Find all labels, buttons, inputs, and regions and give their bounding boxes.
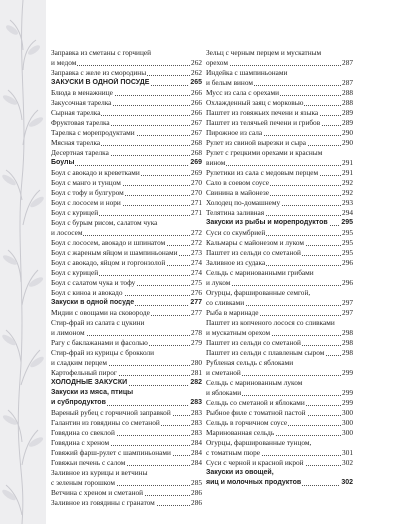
toc-entry: [51, 468, 202, 478]
toc-entry: [51, 478, 202, 488]
toc-entry: [206, 238, 353, 248]
toc-entry: [206, 368, 353, 378]
toc-entry: [206, 358, 353, 368]
toc-entry-title: Сельдь с маринованным луком: [206, 378, 303, 387]
toc-entry-page-number: 276: [191, 288, 202, 297]
toc-entry-page-number: 271: [191, 198, 202, 207]
toc-entry-title: Паштет из сельди с плавленым сыром: [206, 348, 325, 357]
toc-entry-title: Сельдь в горчичном соусе: [206, 418, 288, 427]
toc-entry: [51, 248, 202, 258]
toc-entry: [206, 438, 353, 448]
toc-entry-title: Мусс из сала с орехами: [206, 88, 280, 97]
toc-entry-page-number: 291: [342, 168, 353, 177]
toc-entry-page-number: 279: [191, 338, 202, 347]
toc-entry: [51, 238, 202, 248]
toc-entry: [206, 68, 353, 78]
toc-right-column: [206, 48, 353, 488]
toc-entry-page-number: 289: [342, 118, 353, 127]
toc-entry-page-number: 288: [342, 88, 353, 97]
toc-entry-title: Боул с авокадо и креветками: [51, 168, 140, 177]
toc-entry-page-number: 273: [191, 248, 202, 257]
toc-entry-title: орехом: [206, 58, 228, 67]
toc-entry-page-number: 301: [342, 448, 353, 457]
toc-entry: [51, 318, 202, 328]
toc-entry-title: Говяжий фарш-рулет с шампиньонами: [51, 448, 171, 457]
toc-entry-page-number: 277: [190, 299, 202, 306]
toc-entry-title: Зельц с черным перцем и мускатным: [206, 48, 322, 57]
toc-entry: [51, 168, 202, 178]
toc-entry-page-number: 286: [191, 498, 202, 507]
toc-entry-title: Тарелка с морепродуктами: [51, 128, 135, 137]
toc-entry-page-number: 278: [191, 328, 202, 337]
toc-entry: [51, 158, 202, 168]
toc-entry-title: и сметаной: [206, 368, 241, 377]
toc-entry-page-number: 295: [341, 219, 353, 226]
toc-entry-page-number: 292: [342, 178, 353, 187]
toc-entry-title: Заливное из судака: [206, 258, 266, 267]
toc-entry-title: и яблоками: [206, 388, 242, 397]
toc-entry: [51, 388, 202, 398]
toc-entry-title: Рыбное филе с томатной пастой: [206, 408, 306, 417]
toc-entry-title: Заливное из говядины с гранатом: [51, 498, 155, 507]
toc-entry-page-number: 268: [191, 138, 202, 147]
toc-entry-title: с зеленым горошком: [51, 478, 115, 487]
toc-entry: [51, 438, 202, 448]
toc-entry-title: Боул с лососем и нори: [51, 198, 121, 207]
toc-entry: [51, 458, 202, 468]
toc-entry-page-number: 280: [191, 358, 202, 367]
toc-entry: [51, 78, 202, 88]
toc-entry-page-number: 272: [191, 228, 202, 237]
toc-entry-page-number: 296: [342, 258, 353, 267]
toc-entry-title: ХОЛОДНЫЕ ЗАКУСКИ: [51, 379, 128, 386]
toc-entry-page-number: 290: [342, 128, 353, 137]
toc-entry-title: Закуски из рыбы и морепродуктов: [206, 219, 328, 226]
toc-entry-page-number: 300: [342, 428, 353, 437]
toc-entry-page-number: 302: [342, 458, 353, 467]
toc-entry-title: Холодец по-домашнему: [206, 198, 281, 207]
toc-entry-page-number: 297: [342, 298, 353, 307]
toc-entry: [51, 328, 202, 338]
toc-entry-title: Рагу с баклажанами и фасолью: [51, 338, 148, 347]
toc-entry-page-number: 270: [191, 188, 202, 197]
toc-entry: [206, 328, 353, 338]
toc-entry: [51, 118, 202, 128]
toc-entry: [51, 278, 202, 288]
toc-entry: [206, 448, 353, 458]
toc-entry-title: Охлажденный заяц с морковью: [206, 98, 304, 107]
toc-entry: [206, 48, 353, 58]
toc-entry-page-number: 266: [191, 108, 202, 117]
toc-entry-title: Стир-фрай из салата с цукини: [51, 318, 145, 327]
toc-entry-title: Пирожное из сала: [206, 128, 263, 137]
toc-entry-title: яиц и молочных продуктов: [206, 479, 302, 486]
toc-entry-page-number: 283: [191, 418, 202, 427]
toc-entry-page-number: 284: [191, 448, 202, 457]
toc-entry-title: Боул с жареным яйцом и шампиньонами: [51, 248, 178, 257]
toc-entry-title: Суси с черной и красной икрой: [206, 458, 304, 467]
toc-entry-title: Боулы: [51, 159, 75, 166]
leaf-pattern-icon: [0, 0, 46, 524]
toc-entry-page-number: 274: [191, 258, 202, 267]
toc-entry-title: Галантин из говядины со сметаной: [51, 418, 160, 427]
toc-entry: [51, 268, 202, 278]
toc-entry: [206, 198, 353, 208]
toc-entry: [206, 298, 353, 308]
toc-entry: [206, 88, 353, 98]
toc-entry: [206, 348, 353, 358]
toc-entry: [206, 248, 353, 258]
toc-entry: [51, 308, 202, 318]
toc-entry-title: Закусочная тарелка: [51, 98, 112, 107]
toc-entry-page-number: 298: [342, 348, 353, 357]
toc-entry-title: Боул с бурым рисом, салатом чука: [51, 218, 158, 227]
toc-entry: [51, 498, 202, 508]
toc-entry: [51, 488, 202, 498]
toc-entry-page-number: 266: [191, 88, 202, 97]
toc-entry-title: Огурцы, фаршированные семгой,: [206, 288, 311, 297]
toc-entry-title: Мясная тарелка: [51, 138, 101, 147]
toc-entry-page-number: 283: [190, 399, 202, 406]
toc-entry: [206, 418, 353, 428]
toc-entry-title: Десертная тарелка: [51, 148, 109, 157]
toc-entry-title: и субпродуктов: [51, 399, 106, 406]
toc-entry-title: и луком: [206, 278, 231, 287]
toc-entry-title: Рыба в маринаде: [206, 308, 259, 317]
toc-entry-page-number: 272: [191, 238, 202, 247]
toc-left-column: [51, 48, 202, 508]
toc-entry-page-number: 282: [190, 379, 202, 386]
toc-entry-title: ЗАКУСКИ В ОДНОЙ ПОСУДЕ: [51, 79, 150, 86]
toc-entry-page-number: 295: [342, 238, 353, 247]
toc-entry: [206, 428, 353, 438]
toc-entry: [51, 298, 202, 308]
toc-entry-page-number: 284: [191, 438, 202, 447]
toc-entry-page-number: 275: [191, 278, 202, 287]
toc-entry: [206, 128, 353, 138]
toc-entry: [51, 358, 202, 368]
toc-entry-page-number: 281: [191, 368, 202, 377]
toc-entry-page-number: 298: [342, 328, 353, 337]
toc-entry: [51, 378, 202, 388]
toc-entry: [51, 148, 202, 158]
toc-entry-title: Боул с курицей: [51, 268, 99, 277]
toc-entry-page-number: 262: [191, 58, 202, 67]
toc-entry-title: Боул с курицей: [51, 208, 99, 217]
toc-entry-page-number: 266: [191, 98, 202, 107]
toc-entry-page-number: 269: [190, 159, 202, 166]
toc-entry-title: Сало в соевом соусе: [206, 178, 269, 187]
toc-entry-title: Фруктовая тарелка: [51, 118, 110, 127]
toc-entry-title: с томатным пюре: [206, 448, 260, 457]
toc-entry-title: Индейка с шампиньонами: [206, 68, 288, 77]
toc-entry-page-number: 295: [342, 228, 353, 237]
toc-entry: [51, 128, 202, 138]
toc-entry-title: Боул с киноа и авокадо: [51, 288, 123, 297]
toc-entry: [51, 68, 202, 78]
toc-entry: [206, 118, 353, 128]
toc-entry-title: Паштет из говяжьих печени и языка: [206, 108, 319, 117]
toc-entry-title: Боул с авокадо, яйцом и горгонзолой: [51, 258, 166, 267]
toc-entry: [206, 308, 353, 318]
toc-entry: [206, 338, 353, 348]
toc-entry: [51, 198, 202, 208]
toc-entry: [206, 268, 353, 278]
toc-entry-title: Блюда в менажнице: [51, 88, 113, 97]
toc-entry-title: Телятина заливная: [206, 208, 265, 217]
toc-entry: [51, 98, 202, 108]
toc-entry: [51, 348, 202, 358]
toc-entry-title: Рулет с грецкими орехами и красным: [206, 148, 323, 157]
toc-entry-title: Боул с салатом чука и тофу: [51, 278, 136, 287]
toc-entry-title: Огурцы, фаршированные тунцом,: [206, 438, 312, 447]
toc-entry-page-number: 294: [342, 208, 353, 217]
toc-entry: [206, 98, 353, 108]
toc-entry-page-number: 267: [191, 118, 202, 127]
toc-entry-title: Паштет из телячьей печени и грибов: [206, 118, 321, 127]
toc-entry-page-number: 286: [191, 488, 202, 497]
toc-entry: [206, 148, 353, 158]
toc-entry-title: Сельдь с маринованными грибами: [206, 268, 314, 277]
toc-entry-title: Паштет из копченого лосося со сливками: [206, 318, 335, 327]
toc-entry-title: Маринованная сельдь: [206, 428, 275, 437]
toc-entry-page-number: 262: [191, 68, 202, 77]
toc-entry-title: Стир-фрай из курицы с брокколи: [51, 348, 155, 357]
toc-entry-title: и медом: [51, 58, 77, 67]
toc-entry-page-number: 302: [341, 479, 353, 486]
toc-entry-page-number: 285: [191, 478, 202, 487]
toc-entry-title: Кальмары с майонезом и луком: [206, 238, 304, 247]
toc-entry-page-number: 283: [191, 408, 202, 417]
toc-entry-page-number: 300: [342, 408, 353, 417]
toc-entry: [51, 108, 202, 118]
toc-entry-title: и белым вином: [206, 78, 253, 87]
toc-entry-page-number: 299: [342, 388, 353, 397]
toc-entry-title: Закуски из мяса, птицы: [51, 389, 134, 396]
toc-entry-title: Боул с манго и тунцом: [51, 178, 121, 187]
toc-entry-page-number: 265: [190, 79, 202, 86]
toc-entry-page-number: 299: [342, 368, 353, 377]
toc-entry-page-number: 298: [342, 338, 353, 347]
toc-entry: [206, 138, 353, 148]
toc-entry-title: Заправка с желе из смородины: [51, 68, 147, 77]
toc-entry-title: Говядина со свеклой: [51, 428, 115, 437]
toc-entry-page-number: 288: [342, 98, 353, 107]
toc-entry: [51, 48, 202, 58]
toc-entry: [206, 78, 353, 88]
toc-entry-page-number: 287: [342, 78, 353, 87]
toc-entry-title: Мидии с овощами на сковороде: [51, 308, 150, 317]
toc-entry: [206, 58, 353, 68]
toc-entry-page-number: 287: [342, 58, 353, 67]
toc-entry-title: Заливное из курицы и ветчины: [51, 468, 148, 477]
toc-entry: [51, 338, 202, 348]
toc-entry-title: Сельдь со сметаной и яблоками: [206, 398, 305, 407]
toc-entry: [51, 398, 202, 408]
toc-entry-page-number: 295: [342, 248, 353, 257]
toc-entry-title: Закуски в одной посуде: [51, 299, 135, 306]
toc-entry-title: Рубленая сельдь с яблоками: [206, 358, 294, 367]
toc-entry: [51, 448, 202, 458]
toc-entry-page-number: 292: [342, 188, 353, 197]
toc-entry: [51, 188, 202, 198]
toc-entry: [206, 158, 353, 168]
toc-entry-title: Боул с лососем, авокадо и шпинатом: [51, 238, 166, 247]
toc-entry-title: Вареный рубец с горчичной заправкой: [51, 408, 171, 417]
toc-entry: [206, 398, 353, 408]
toc-entry-page-number: 269: [191, 168, 202, 177]
toc-entry-title: Боул с тофу и булгуром: [51, 188, 124, 197]
toc-entry-page-number: 274: [191, 268, 202, 277]
toc-entry: [51, 288, 202, 298]
toc-entry-page-number: 289: [342, 108, 353, 117]
toc-entry: [51, 208, 202, 218]
toc-entry: [51, 88, 202, 98]
toc-entry-title: Говяжьи печень с салом: [51, 458, 126, 467]
toc-entry: [206, 458, 353, 468]
toc-entry-title: Суси со скумбрией: [206, 228, 266, 237]
toc-entry-title: вином: [206, 158, 226, 167]
toc-entry-page-number: 299: [342, 398, 353, 407]
toc-entry-page-number: 267: [191, 128, 202, 137]
toc-entry: [51, 428, 202, 438]
toc-entry-page-number: 291: [342, 158, 353, 167]
toc-entry: [206, 378, 353, 388]
toc-entry-page-number: 297: [342, 308, 353, 317]
toc-entry: [206, 278, 353, 288]
toc-entry: [206, 228, 353, 238]
toc-entry-title: и сладким перцем: [51, 358, 108, 367]
toc-entry-page-number: 293: [342, 198, 353, 207]
toc-entry: [206, 468, 353, 478]
toc-entry-page-number: 300: [342, 418, 353, 427]
toc-entry-title: Паштет из сельди со сметаной: [206, 338, 301, 347]
toc-entry: [206, 408, 353, 418]
toc-entry: [51, 368, 202, 378]
toc-entry: [206, 318, 353, 328]
toc-entry: [206, 288, 353, 298]
toc-entry-title: Паштет из сельди со сметаной: [206, 248, 301, 257]
toc-entry-title: Говядина с хреном: [51, 438, 110, 447]
toc-entry-page-number: 277: [191, 308, 202, 317]
toc-entry: [206, 478, 353, 488]
toc-entry-page-number: 271: [191, 208, 202, 217]
toc-entry: [51, 258, 202, 268]
toc-entry-page-number: 284: [191, 458, 202, 467]
toc-entry-page-number: 270: [191, 178, 202, 187]
toc-entry-title: Заправка из сметаны с горчицей: [51, 48, 152, 57]
toc-entry: [51, 178, 202, 188]
toc-entry: [206, 188, 353, 198]
toc-entry: [206, 388, 353, 398]
toc-entry-title: Свинина в майонезе: [206, 188, 269, 197]
toc-entry-title: Рулет из свиной вырезки и сыра: [206, 138, 307, 147]
toc-entry-title: и лимоном: [51, 328, 85, 337]
toc-entry-title: и мускатным орехом: [206, 328, 271, 337]
toc-entry-title: и лососем: [51, 228, 83, 237]
toc-entry: [51, 408, 202, 418]
toc-entry: [51, 218, 202, 228]
toc-entry: [206, 178, 353, 188]
toc-entry-title: Ветчина с хреном и сметаной: [51, 488, 144, 497]
toc-entry-page-number: 268: [191, 148, 202, 157]
toc-entry: [206, 258, 353, 268]
toc-entry: [51, 138, 202, 148]
toc-entry: [206, 108, 353, 118]
toc-entry: [51, 58, 202, 68]
toc-entry-page-number: 296: [342, 278, 353, 287]
toc-entry-page-number: 290: [342, 138, 353, 147]
toc-entry-title: Закуски из овощей,: [206, 469, 274, 476]
toc-entry-title: Картофельный пирог: [51, 368, 117, 377]
toc-entry: [206, 168, 353, 178]
toc-entry: [206, 208, 353, 218]
toc-entry: [51, 228, 202, 238]
toc-entry: [206, 218, 353, 228]
toc-entry-page-number: 283: [191, 428, 202, 437]
decorative-leaf-border: [0, 0, 46, 524]
toc-entry-title: Рулетики из сала с медовым перцем: [206, 168, 319, 177]
toc-entry: [51, 418, 202, 428]
toc-entry-title: Сырная тарелка: [51, 108, 101, 117]
toc-entry-title: со сливками: [206, 298, 245, 307]
